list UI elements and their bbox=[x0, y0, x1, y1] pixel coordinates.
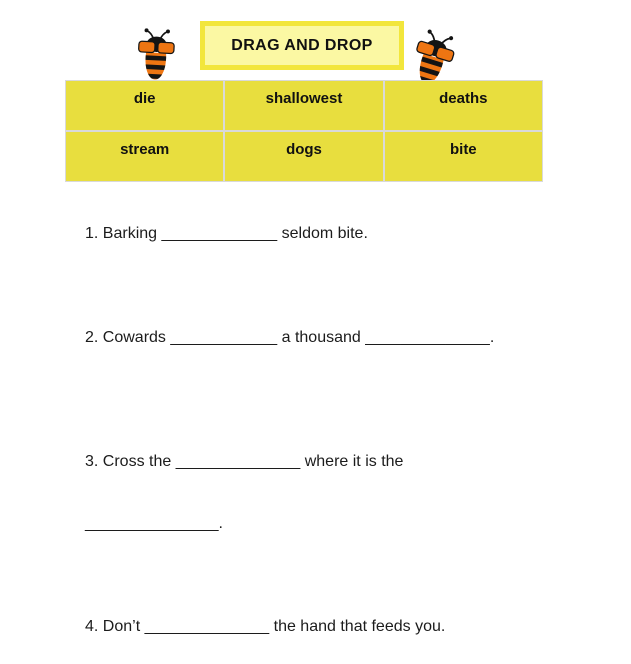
sentence-3-line-2 bbox=[85, 514, 223, 534]
sentence-text: 4. Don’t bbox=[85, 618, 145, 635]
sentence-text: where it is the bbox=[300, 453, 404, 470]
sentence-3-line-1 bbox=[85, 452, 403, 472]
word-label: bite bbox=[449, 141, 477, 158]
sentence-text: . bbox=[489, 329, 495, 346]
blank-drop-target[interactable]: ____________ bbox=[170, 329, 278, 346]
word-chip-die[interactable] bbox=[66, 81, 223, 130]
blank-drop-target[interactable]: _____________ bbox=[161, 225, 278, 242]
word-bank-table bbox=[65, 80, 543, 182]
page-title: DRAG AND DROP bbox=[231, 36, 373, 54]
word-label: shallowest bbox=[265, 90, 343, 107]
sentence-2 bbox=[85, 328, 494, 348]
blank-drop-target[interactable]: _______________ bbox=[85, 515, 219, 532]
sentence-text: 2. Cowards bbox=[85, 329, 171, 346]
sentence-text: . bbox=[218, 515, 223, 532]
sentence-1 bbox=[85, 224, 368, 244]
word-label: stream bbox=[120, 141, 170, 158]
drag-and-drop-title-box bbox=[200, 21, 404, 70]
blank-drop-target[interactable]: ______________ bbox=[175, 453, 301, 470]
bee-icon bbox=[132, 26, 181, 84]
blank-drop-target[interactable]: ______________ bbox=[144, 618, 270, 635]
sentence-text: seldom bite. bbox=[277, 225, 368, 242]
word-chip-bite[interactable] bbox=[385, 132, 542, 181]
blank-drop-target[interactable]: ______________ bbox=[365, 329, 490, 346]
word-chip-deaths[interactable] bbox=[385, 81, 542, 130]
sentence-text: a thousand bbox=[277, 329, 366, 346]
sentence-text: 3. Cross the bbox=[85, 453, 176, 470]
word-chip-dogs[interactable] bbox=[225, 132, 382, 181]
sentence-text: the hand that feeds you. bbox=[269, 618, 446, 635]
word-label: deaths bbox=[439, 90, 488, 107]
word-label: dogs bbox=[286, 141, 322, 158]
sentence-text: 1. Barking bbox=[85, 225, 162, 242]
word-label: die bbox=[133, 90, 156, 107]
sentence-4 bbox=[85, 617, 445, 637]
word-chip-shallowest[interactable] bbox=[225, 81, 382, 130]
word-chip-stream[interactable] bbox=[66, 132, 223, 181]
